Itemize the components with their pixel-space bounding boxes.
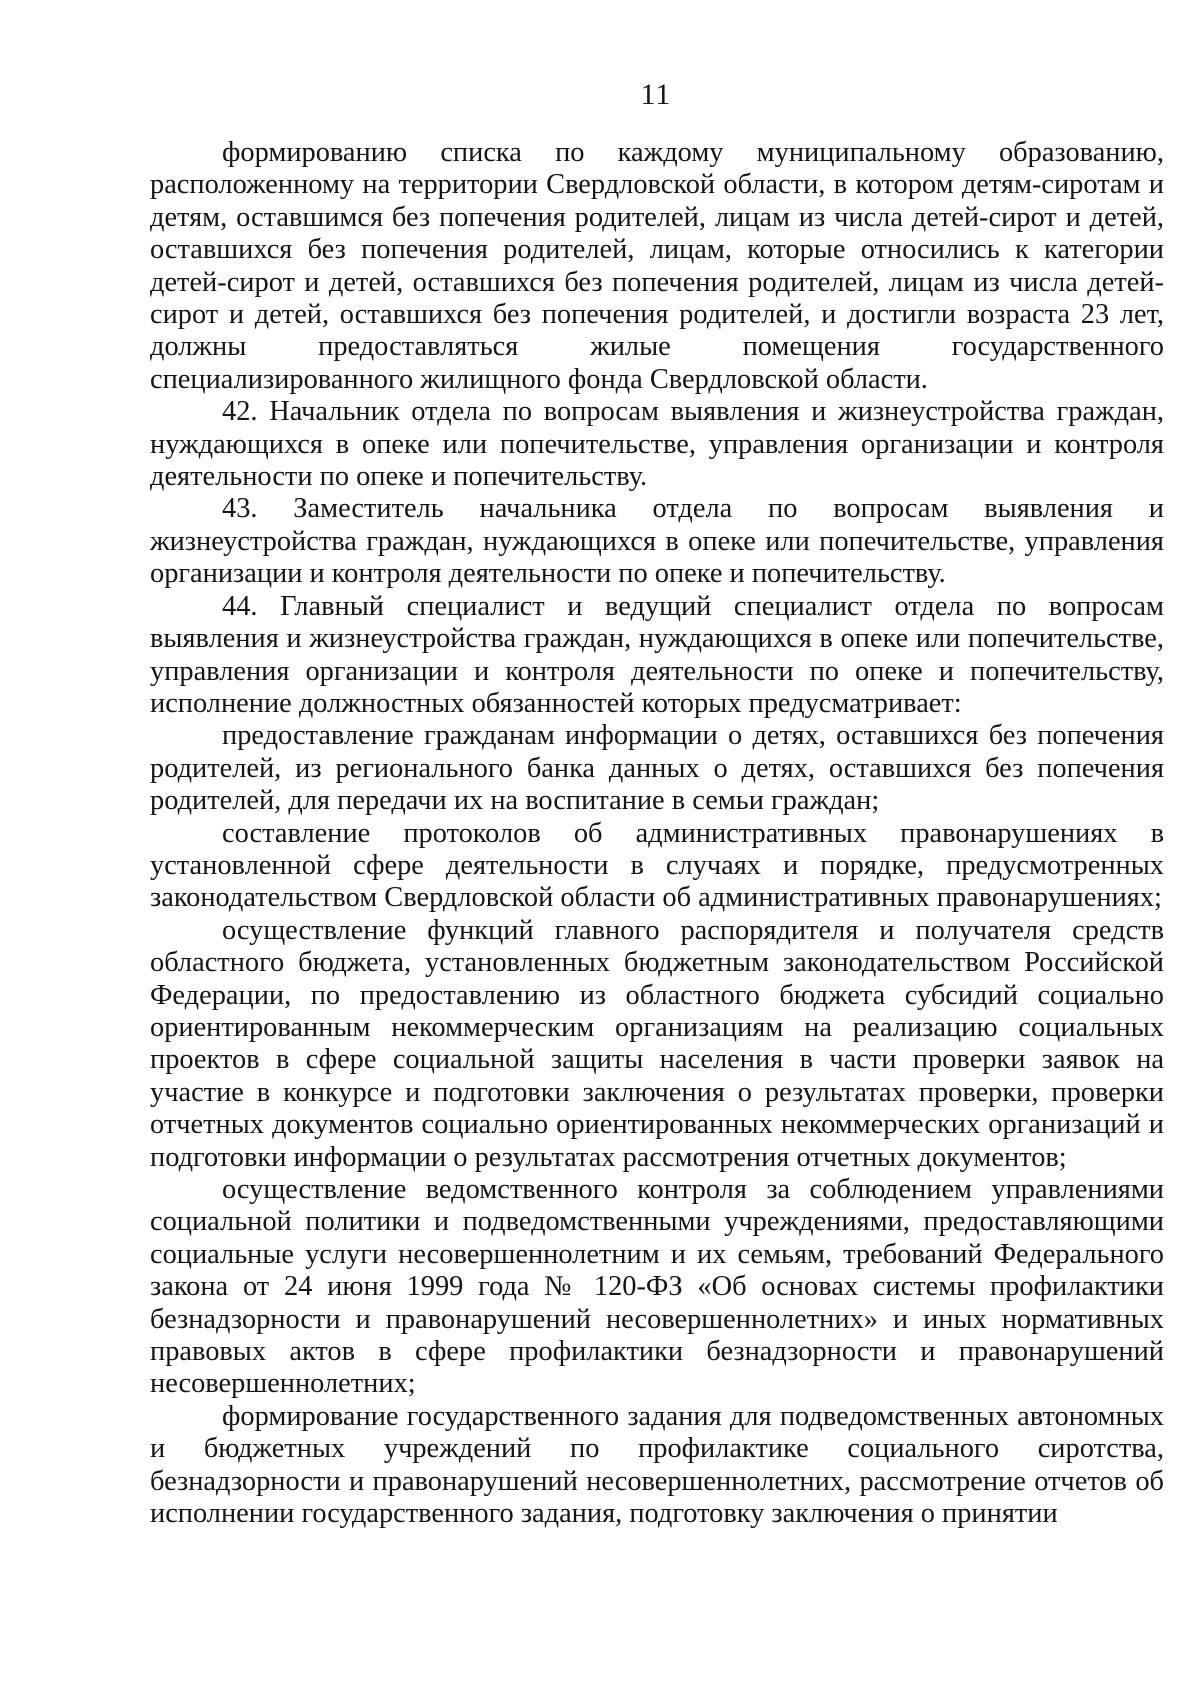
duty-budget-functions: осуществление функций главного распорядителя и получателя средств областного бюджета, установленных бюджетным законодательством Российской Федерации, по предоставлению из областного бюджета субсидий социально ориентированным некоммерческим организациям на реализацию социальных проектов в сфере социальной защиты населения в части проверки заявок на участие в конкурсе и подготовки заключения о результатах проверки, проверки отчетных документов социально ориентированных некоммерческих организаций и подготовки информации о результатах рассмотрения отчетных документов; [150,914,1164,1173]
paragraph-item-43: 43. Заместитель начальника отдела по вопросам выявления и жизнеустройства граждан, нуждающихся в опеке или попечительстве, управления организации и контроля деятельности по опеке и попечительству. [150,493,1164,590]
duty-provide-information: предоставление гражданам информации о детях, оставшихся без попечения родителей, из регионального банка данных о детях, оставшихся без попечения родителей, для передачи их на воспитание в семьи граждан; [150,720,1164,817]
duty-state-assignment: формирование государственного задания для подведомственных автономных и бюджетных учреждений по профилактике социального сиротства, безнадзорности и правонарушений несовершеннолетних, рассмотрение отчетов об исполнении государственного задания, подготовку заключения о принятии [150,1400,1164,1530]
paragraph-item-42: 42. Начальник отдела по вопросам выявления и жизнеустройства граждан, нуждающихся в опеке или попечительстве, управления организации и контроля деятельности по опеке и попечительству. [150,396,1164,493]
duty-departmental-control: осуществление ведомственного контроля за соблюдением управлениями социальной политики и подведомственными учреждениями, предоставляющими социальные услуги несовершеннолетним и их семьям, требований Федерального закона от 24 июня 1999 года № 120-ФЗ «Об основах системы профилактики безнадзорности и правонарушений несовершеннолетних» и иных нормативных правовых актов в сфере профилактики безнадзорности и правонарушений несовершеннолетних; [150,1174,1164,1400]
paragraph-continuation: формированию списка по каждому муниципальному образованию, расположенному на территории Свердловской области, в котором детям-сиротам и детям, оставшимся без попечения родителей, лицам из числа детей-сирот и детей, оставшихся без попечения родителей, лицам, которые относились к категории детей-сирот и детей, оставшихся без попечения родителей, лицам из числа детей-сирот и детей, оставшихся без попечения родителей, и достигли возраста 23 лет, должны предоставляться жилые помещения государственного специализированного жилищного фонда Свердловской области. [150,137,1164,395]
page-number: 11 [640,78,672,111]
paragraph-item-44: 44. Главный специалист и ведущий специалист отдела по вопросам выявления и жизнеустройства граждан, нуждающихся в опеке или попечительстве, управления организации и контроля деятельности по опеке и попечительству, исполнение должностных обязанностей которых предусматривает: [150,590,1164,719]
duty-protocols: составление протоколов об административных правонарушениях в установленной сфере деятельности в случаях и порядке, предусмотренных законодательством Свердловской области об административных правонарушениях; [150,817,1164,914]
document-body [150,137,1164,1530]
